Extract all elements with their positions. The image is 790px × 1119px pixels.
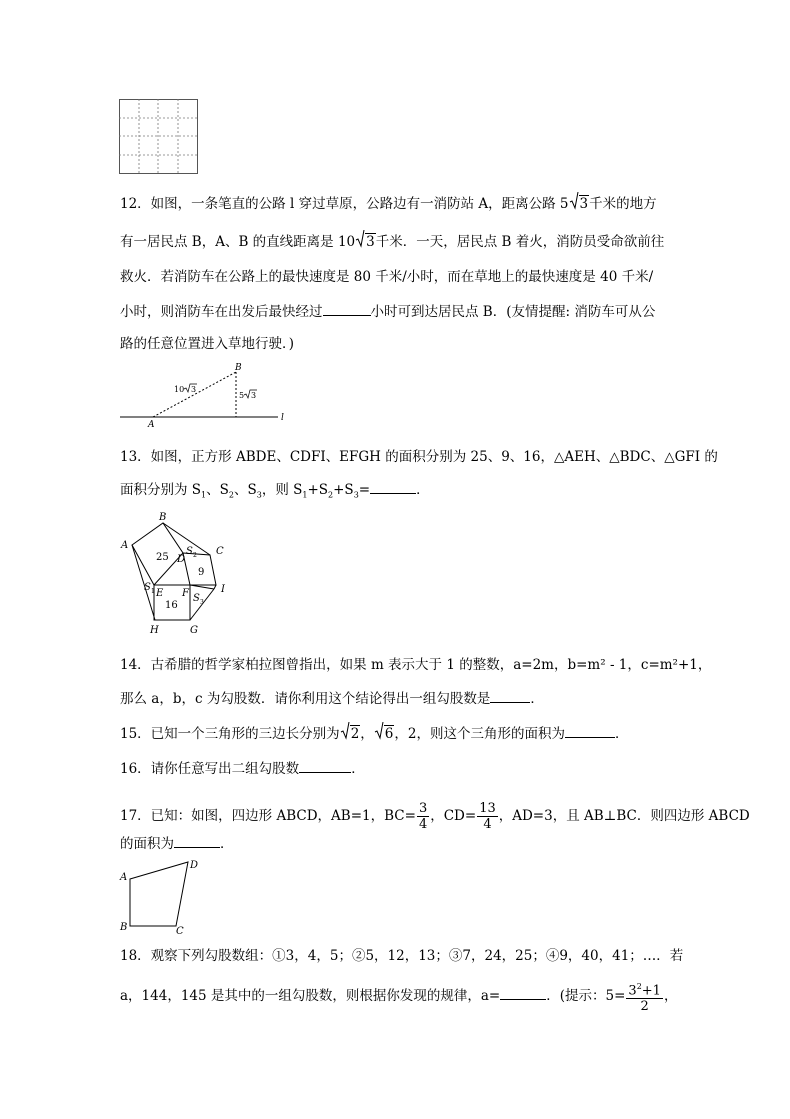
label-B: B	[235, 363, 242, 373]
answer-blank[interactable]	[299, 758, 351, 773]
answer-blank[interactable]	[500, 985, 546, 1000]
q13-line1: 13．如图，正方形 ABDE、CDFI、EFGH 的面积分别为 25、9、16，△AEH、△BDC、△GFI 的	[120, 449, 718, 465]
label-sqrt3-a: 3	[191, 385, 197, 394]
svg-text:F: F	[182, 588, 189, 599]
svg-text:B: B	[120, 922, 128, 933]
sqrt-6: 6	[374, 724, 395, 744]
fraction-3-4: $\frac{3}{4}$	[418, 801, 428, 832]
label-sqrt3-b: 3	[251, 391, 257, 400]
answer-blank[interactable]	[174, 833, 220, 848]
svg-text:B: B	[159, 512, 167, 523]
q15-line: 15．已知一个三角形的三边长分别为 2， 6，2，则这个三角形的面积为 ．	[120, 723, 628, 744]
fraction-hint: $\frac{3^2+1}{2}$	[626, 979, 663, 1014]
svg-text:S: S	[186, 546, 193, 557]
q12-line1: 12．如图，一条笔直的公路 l 穿过草原，公路边有一消防站 A，距离公路 5 3千米的地方	[120, 194, 657, 214]
q14-line1: 14．古希腊的哲学家柏拉图曾指出，如果 m 表示大于 1 的整数，a=2m，b=m² - 1，c=m²+1，	[120, 657, 712, 673]
sqrt-2: 2	[340, 724, 361, 744]
grid-figure	[119, 99, 199, 175]
svg-text:H: H	[150, 625, 159, 636]
svg-text:16: 16	[165, 600, 178, 611]
q12-line4: 小时，则消防车在出发后最快经过 小时可到达居民点 B．(友情提醒: 消防车可从公	[120, 301, 655, 322]
q14-line2: 那么 a，b，c 为勾股数．请你利用这个结论得出一组勾股数是 ．	[120, 688, 544, 709]
svg-text:D: D	[190, 860, 199, 871]
answer-blank[interactable]	[370, 479, 416, 494]
svg-text:A: A	[121, 540, 129, 551]
svg-text:25: 25	[156, 552, 169, 563]
q13-line2: 面积分别为 $S_1$、$S_2$、$S_3$，则 $S_1+S_2+S_3=$ ．	[120, 479, 430, 506]
svg-text:3: 3	[200, 599, 204, 606]
answer-blank[interactable]	[565, 723, 615, 738]
q12-line2: 有一居民点 B，A、B 的直线距离是 10 3千米．一天，居民点 B 着火，消防员受命欲前往	[120, 232, 664, 252]
svg-text:G: G	[190, 625, 198, 636]
svg-text:9: 9	[198, 567, 205, 578]
q12-figure	[118, 362, 288, 430]
q17-line1: 17．已知：如图，四边形 ABCD，AB=1，BC= $\frac{3}{4}$ ，CD= $\frac{13}{4}$ ，AD=3，且 AB⊥BC．则四边形 ABCD	[120, 801, 750, 832]
sqrt-3: 3	[569, 194, 590, 214]
svg-text:S: S	[144, 582, 151, 593]
svg-text:E: E	[156, 588, 164, 599]
svg-text:D: D	[177, 554, 186, 565]
label-5: 5	[239, 391, 245, 400]
svg-text:S: S	[193, 593, 200, 604]
svg-text:C: C	[176, 926, 184, 936]
label-A: A	[148, 420, 155, 430]
fraction-13-4: $\frac{13}{4}$	[479, 801, 496, 832]
q17-line2: 的面积为 ．	[120, 833, 234, 854]
q16-line: 16．请你任意写出二组勾股数 ．	[120, 758, 365, 779]
q12-line3: 救火．若消防车在公路上的最快速度是 80 千米/小时，而在草地上的最快速度是 40 千米/	[120, 269, 654, 285]
label-10: 10	[174, 385, 185, 394]
q17-figure	[118, 856, 208, 936]
svg-text:I: I	[221, 584, 225, 595]
answer-blank[interactable]	[323, 301, 371, 316]
q12-line5: 路的任意位置进入草地行驶．)	[120, 336, 295, 352]
svg-text:1: 1	[151, 588, 155, 595]
q18-line1: 18．观察下列勾股数组：①3，4，5；②5，12，13；③7，24，25；④9，40，41；…．若	[120, 948, 684, 964]
label-l: l	[281, 413, 284, 423]
sqrt-3: 3	[355, 232, 376, 252]
q18-line2: a，144，145 是其中的一组勾股数，则根据你发现的规律，a= ．(提示：5= $\frac{3^2+1}{2}$ ，	[120, 971, 677, 1021]
answer-blank[interactable]	[490, 688, 530, 703]
svg-text:C: C	[216, 546, 224, 557]
q13-figure	[118, 510, 243, 638]
svg-text:2: 2	[193, 552, 197, 559]
svg-text:A: A	[120, 872, 128, 883]
